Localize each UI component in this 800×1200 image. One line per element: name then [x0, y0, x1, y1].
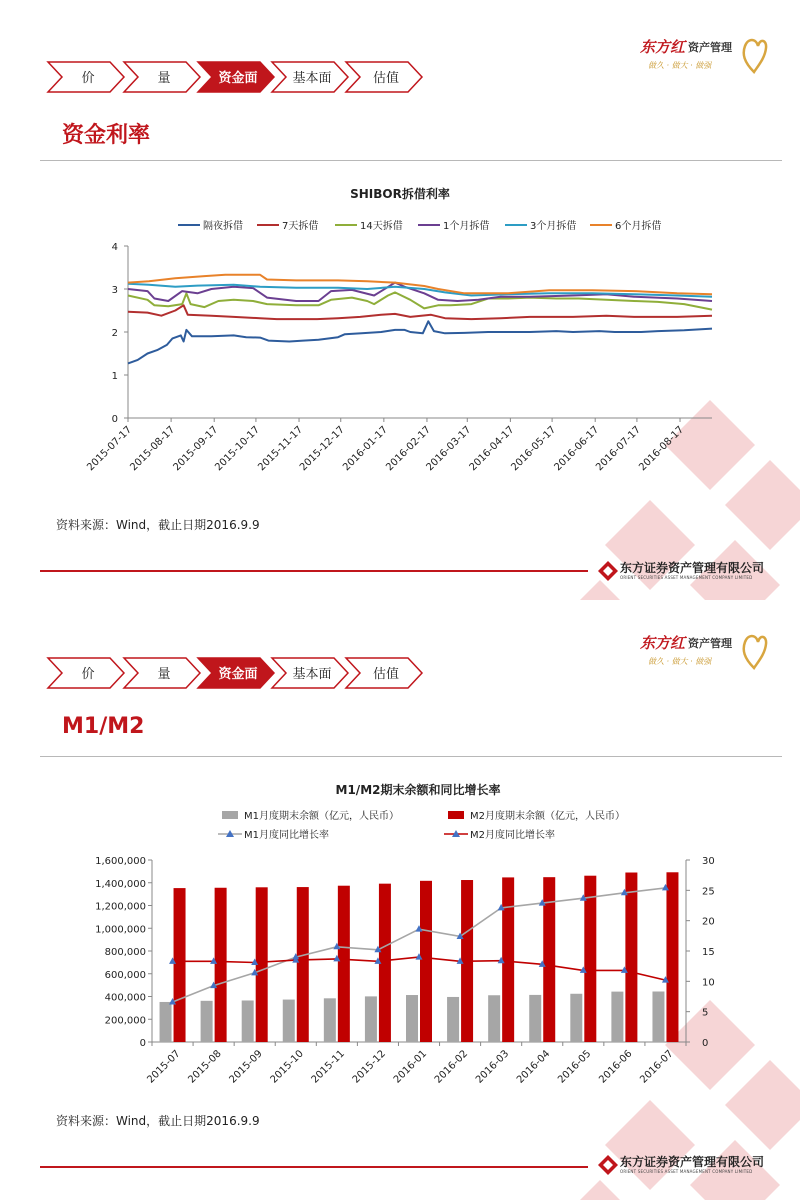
- company-name: 东方证券资产管理有限公司: [620, 1155, 765, 1169]
- x-tick-label: 2016-06-17: [552, 424, 602, 474]
- legend-swatch: [222, 811, 238, 819]
- company-emblem-icon: [598, 1155, 618, 1175]
- title-divider: [40, 756, 782, 757]
- title-divider: [40, 160, 782, 161]
- tab-label: 量: [157, 667, 171, 682]
- bar-m1: [652, 991, 664, 1042]
- bar-m2: [625, 873, 637, 1042]
- bar-m2: [297, 887, 309, 1042]
- company-name: 东方证券资产管理有限公司: [620, 561, 765, 575]
- tab-label: 估值: [372, 71, 400, 86]
- series-line: [128, 321, 712, 363]
- nav-tabs: [46, 60, 446, 94]
- bar-m1: [201, 1001, 213, 1042]
- m1m2-chart: [0, 766, 800, 1106]
- chart-title: SHIBOR拆借利率: [350, 187, 450, 201]
- x-tick-label: 2016-02-17: [384, 424, 434, 474]
- legend-label: M2月度同比增长率: [470, 830, 555, 841]
- source-note: 资料来源：Wind，截止日期2016.9.9: [56, 1114, 260, 1128]
- legend-swatch: [448, 811, 464, 819]
- y-tick-label: 800,000: [104, 947, 146, 958]
- x-tick-label: 2015-08-17: [128, 424, 178, 474]
- series-line: [128, 305, 712, 319]
- bar-m1: [406, 995, 418, 1042]
- y2-tick-label: 30: [702, 856, 715, 867]
- bar-m1: [242, 1000, 254, 1042]
- tab-label: 价: [81, 667, 95, 682]
- y2-tick-label: 20: [702, 916, 715, 928]
- x-tick-label: 2016-08-17: [637, 424, 687, 474]
- y-tick-label: 400,000: [104, 992, 146, 1004]
- bar-m2: [174, 888, 186, 1042]
- logo-slogan: 做久 · 做大 · 做强: [648, 657, 712, 666]
- bar-m2: [215, 888, 227, 1042]
- bar-m2: [502, 877, 514, 1042]
- footer-line: [40, 1166, 588, 1168]
- tab-label: 资金面: [218, 667, 258, 682]
- tab-label: 基本面: [292, 667, 332, 682]
- x-tick-label: 2016-04: [515, 1048, 553, 1086]
- logo-name: 资产管理: [688, 637, 732, 650]
- y2-tick-label: 10: [702, 977, 715, 989]
- legend-label: 7天拆借: [282, 221, 319, 232]
- heart-icon: [740, 628, 768, 672]
- tab-volume[interactable]: [124, 658, 200, 688]
- legend-label: 隔夜拆借: [203, 221, 243, 232]
- y-tick-label: 1: [111, 371, 118, 382]
- x-tick-label: 2015-11: [309, 1048, 347, 1086]
- y-tick-label: 0: [139, 1038, 146, 1049]
- y-tick-label: 1,600,000: [95, 856, 146, 867]
- tab-fundamentals[interactable]: [272, 62, 348, 92]
- y-tick-label: 0: [111, 414, 118, 425]
- company-en: ORIENT SECURITIES ASSET MANAGEMENT COMPANY LIMITED: [620, 1169, 753, 1174]
- tab-label: 资金面: [218, 71, 258, 86]
- x-tick-label: 2015-10: [268, 1048, 306, 1086]
- tab-price[interactable]: [48, 62, 124, 92]
- bar-m1: [570, 994, 582, 1042]
- shibor-chart: [0, 170, 800, 510]
- y-tick-label: 600,000: [104, 969, 146, 981]
- tab-label: 基本面: [292, 71, 332, 86]
- chart-title: M1/M2期末余额和同比增长率: [335, 783, 501, 797]
- bar-m2: [666, 872, 678, 1042]
- tab-price[interactable]: [48, 658, 124, 688]
- tab-funding[interactable]: [198, 658, 274, 688]
- y2-tick-label: 5: [702, 1007, 709, 1019]
- y2-tick-label: 15: [702, 947, 715, 958]
- legend-label: 14天拆借: [360, 221, 403, 232]
- logo-brand: 东方红: [640, 38, 686, 56]
- logo-slogan: 做久 · 做大 · 做强: [648, 61, 712, 70]
- tab-fundamentals[interactable]: [272, 658, 348, 688]
- logo-name: 资产管理: [688, 41, 732, 54]
- x-tick-label: 2016-03-17: [424, 424, 474, 474]
- y-tick-label: 2: [111, 328, 118, 339]
- y2-tick-label: 25: [702, 886, 715, 898]
- x-tick-label: 2015-08: [186, 1048, 224, 1086]
- legend-label: M1月度同比增长率: [244, 830, 329, 841]
- bar-m2: [338, 886, 350, 1042]
- legend-label: 6个月拆借: [615, 221, 662, 232]
- x-tick-label: 2016-07-17: [594, 424, 644, 474]
- y-tick-label: 1,000,000: [95, 924, 146, 936]
- y-tick-label: 4: [111, 242, 118, 253]
- tab-volume[interactable]: [124, 62, 200, 92]
- legend-label: 3个月拆借: [530, 221, 577, 232]
- y-tick-label: 3: [111, 285, 118, 296]
- slide-2: [0, 600, 800, 1200]
- brand-logo: [640, 626, 770, 676]
- x-tick-label: 2016-05: [556, 1048, 594, 1086]
- bar-m2: [420, 881, 432, 1042]
- heart-icon: [740, 32, 768, 76]
- bar-m1: [611, 992, 623, 1042]
- page-title: 资金利率: [62, 123, 151, 148]
- x-tick-label: 2015-09-17: [171, 424, 221, 474]
- y-tick-label: 200,000: [104, 1015, 146, 1027]
- x-tick-label: 2016-01: [391, 1048, 430, 1086]
- x-tick-label: 2016-04-17: [467, 424, 517, 474]
- company-emblem-icon: [598, 561, 618, 581]
- x-tick-label: 2016-06: [597, 1048, 635, 1086]
- tab-label: 估值: [372, 667, 400, 682]
- x-tick-label: 2015-07-17: [85, 424, 135, 474]
- y-tick-label: 1,400,000: [95, 878, 146, 890]
- tab-valuation[interactable]: [346, 658, 422, 688]
- tab-funding[interactable]: [198, 62, 274, 92]
- company-logo: [598, 1152, 778, 1180]
- tab-valuation[interactable]: [346, 62, 422, 92]
- footer-line: [40, 570, 588, 572]
- logo-brand: 东方红: [640, 634, 686, 652]
- company-en: ORIENT SECURITIES ASSET MANAGEMENT COMPANY LIMITED: [620, 575, 753, 580]
- x-tick-label: 2016-01-17: [341, 424, 390, 474]
- x-tick-label: 2016-05-17: [509, 424, 559, 474]
- bar-m1: [447, 997, 459, 1042]
- x-tick-label: 2016-03: [473, 1048, 512, 1086]
- y2-tick-label: 0: [702, 1038, 709, 1049]
- legend-label: M2月度期末余额（亿元，人民币）: [470, 811, 625, 822]
- nav-tabs: [46, 656, 446, 690]
- x-tick-label: 2016-07: [638, 1048, 676, 1086]
- page-title: M1/M2: [62, 714, 145, 739]
- x-tick-label: 2015-07: [145, 1048, 183, 1086]
- x-tick-label: 2015-10-17: [213, 424, 263, 474]
- legend-label: 1个月拆借: [443, 221, 490, 232]
- brand-logo: [640, 30, 770, 80]
- x-tick-label: 2015-11-17: [256, 424, 306, 474]
- bar-m1: [488, 995, 500, 1042]
- y-tick-label: 1,200,000: [95, 901, 146, 913]
- tab-label: 量: [157, 71, 171, 86]
- bar-m1: [283, 1000, 295, 1042]
- x-tick-label: 2015-09: [227, 1048, 265, 1086]
- bar-m1: [365, 996, 377, 1042]
- source-note: 资料来源：Wind，截止日期2016.9.9: [56, 518, 260, 532]
- bar-m1: [529, 995, 541, 1042]
- legend-label: M1月度期末余额（亿元，人民币）: [244, 811, 399, 822]
- bar-m1: [324, 998, 336, 1042]
- bar-m1: [160, 1002, 172, 1042]
- company-logo: [598, 558, 778, 586]
- x-tick-label: 2015-12-17: [297, 424, 347, 474]
- x-tick-label: 2016-02: [432, 1048, 471, 1086]
- tab-label: 价: [81, 71, 95, 86]
- x-tick-label: 2015-12: [350, 1048, 389, 1086]
